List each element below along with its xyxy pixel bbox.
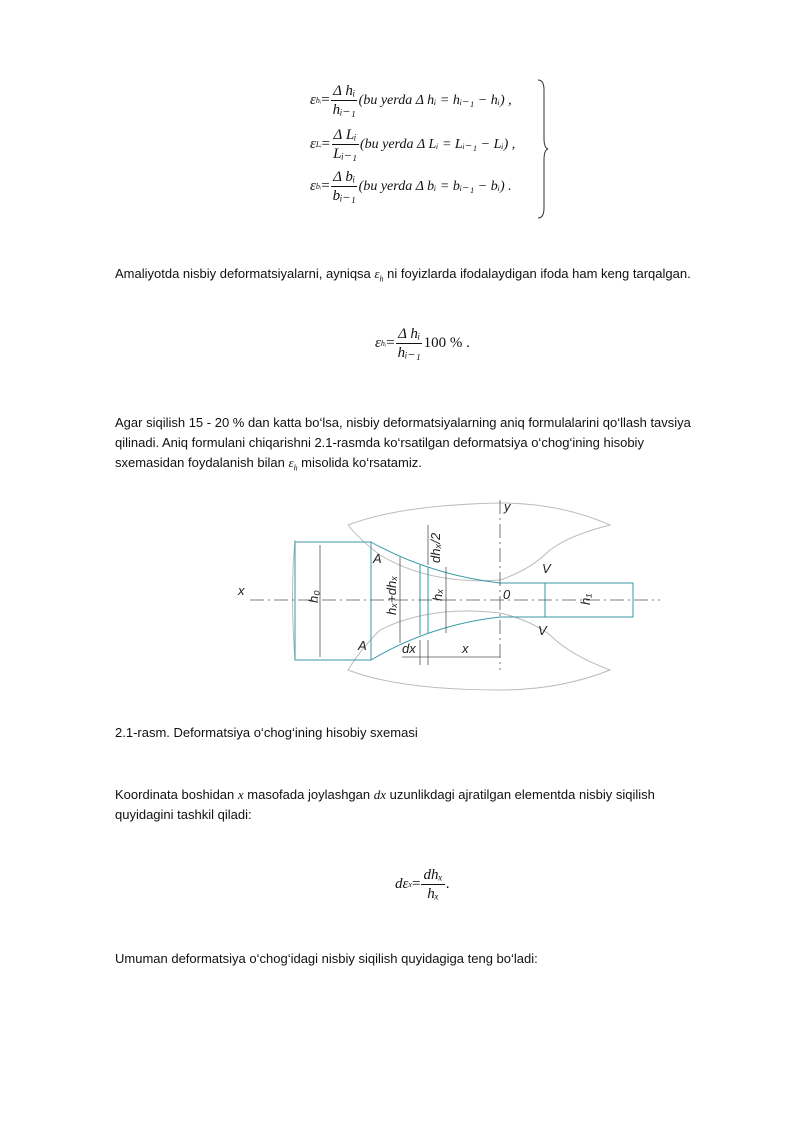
- epsilon-symbol: ε: [310, 92, 316, 108]
- label-y: y: [504, 499, 511, 514]
- epsilon-symbol: ε: [310, 178, 316, 194]
- equation-tail: 100 % .: [423, 335, 470, 351]
- label-A-top: A: [373, 551, 382, 566]
- equation-row-L: [310, 126, 515, 163]
- upper-roll-outline: [348, 503, 610, 581]
- equals-sign: =: [321, 178, 330, 194]
- equation-dex: [395, 866, 449, 903]
- fraction: [331, 82, 358, 119]
- label-V-bottom: V: [538, 623, 547, 638]
- epsilon-symbol: ε: [374, 266, 380, 281]
- label-hx: hₓ: [430, 588, 445, 601]
- equals-sign: =: [411, 876, 421, 892]
- label-hx-dhx: hₓ+dhₓ: [384, 575, 399, 615]
- denominator: hᵢ₋₁: [397, 345, 421, 361]
- equals-sign: =: [321, 92, 330, 108]
- label-x-axis: x: [238, 583, 245, 598]
- label-dx: dx: [402, 641, 416, 656]
- fraction: [331, 126, 359, 163]
- fraction: [331, 168, 358, 205]
- text-span: Agar siqilish 15 - 20 % dan katta bo‘lsa, nisbiy deformatsiyalarning aniq formulalarini qo‘llash tavsiya qilinadi. Aniq formulani chiqarishni 2.1-rasmda ko‘rsatilgan deformatsiya o‘chog‘ining hisobiy sxemasidan foydalanish bilan: [115, 415, 691, 470]
- equation-system-1: [310, 80, 550, 220]
- label-V-top: V: [542, 561, 551, 576]
- epsilon-subscript: h: [379, 274, 384, 284]
- denominator: bᵢ₋₁: [332, 188, 356, 204]
- equation-note: (bu yerda Δ hᵢ = hᵢ₋₁ − hᵢ) ,: [358, 93, 512, 108]
- numerator: Δ hᵢ: [333, 83, 356, 99]
- equals-sign: =: [386, 335, 395, 351]
- numerator: dhₓ: [423, 867, 443, 883]
- epsilon-symbol: ε: [375, 335, 381, 351]
- text-span: Amaliyotda nisbiy deformatsiyalarni, ayniqsa: [115, 266, 375, 281]
- symbol-dx: dx: [373, 787, 387, 802]
- denominator: hₓ: [427, 886, 439, 902]
- equals-sign: =: [321, 136, 331, 152]
- label-x-dimension: x: [462, 641, 469, 656]
- text-span: ni foyizlarda ifodalaydigan ifoda ham keng tarqalgan.: [383, 266, 691, 281]
- epsilon-subscript: h: [293, 463, 298, 473]
- text-span: Umuman deformatsiya o‘chog‘idagi nisbiy siqilish quyidagiga teng bo‘ladi:: [115, 951, 538, 966]
- label-h0: h₀: [306, 590, 321, 603]
- label-A-bottom: A: [358, 638, 367, 653]
- paragraph-1: [115, 264, 715, 290]
- equation-note: (bu yerda Δ bᵢ = bᵢ₋₁ − bᵢ) .: [358, 179, 512, 194]
- numerator: Δ Lᵢ: [333, 127, 357, 143]
- paragraph-2: [115, 413, 715, 479]
- numerator: Δ bᵢ: [333, 169, 356, 185]
- epsilon-symbol: ε: [310, 136, 316, 152]
- text-span: masofada joylashgan: [243, 787, 374, 802]
- deformation-zone-diagram: [230, 495, 670, 705]
- equation-row-b: [310, 168, 512, 205]
- label-h1: h₁: [578, 593, 593, 605]
- equation-row-h: [310, 82, 512, 119]
- paragraph-4: [115, 949, 715, 969]
- equation-percent: [375, 325, 470, 362]
- fraction: [396, 325, 423, 362]
- epsilon-subscript: Lᵢ: [315, 140, 322, 149]
- epsilon-subscript: hᵢ: [380, 339, 387, 348]
- label-dhx-half: dhₓ/2: [428, 532, 443, 563]
- equation-note: (bu yerda Δ Lᵢ = Lᵢ₋₁ − Lᵢ) ,: [359, 137, 516, 152]
- denominator: hᵢ₋₁: [332, 102, 356, 118]
- label-origin: 0: [503, 587, 511, 602]
- fraction: [421, 866, 444, 903]
- epsilon-subscript: bᵢ: [315, 182, 322, 191]
- text-span: Koordinata boshidan: [115, 787, 238, 802]
- paragraph-3: [115, 785, 715, 825]
- epsilon-subscript: x: [408, 880, 412, 889]
- equation-tail: .: [445, 876, 450, 892]
- numerator: Δ hᵢ: [398, 326, 421, 342]
- lower-contact-arc: [371, 617, 545, 660]
- figure-caption: 2.1-rasm. Deformatsiya o‘chog‘ining hisobiy sxemasi: [115, 725, 418, 740]
- denominator: Lᵢ₋₁: [333, 146, 357, 162]
- symbol-x: x: [237, 787, 244, 802]
- right-brace: [536, 78, 550, 220]
- d-epsilon-symbol: dε: [395, 876, 409, 892]
- epsilon-subscript: hᵢ: [315, 96, 322, 105]
- text-span: misolida ko‘rsatamiz.: [297, 455, 422, 470]
- text-span: uzunlikdagi ajratilgan elementda nisbiy siqilish quyidagini tashkil qiladi:: [115, 787, 655, 822]
- epsilon-symbol: ε: [288, 455, 294, 470]
